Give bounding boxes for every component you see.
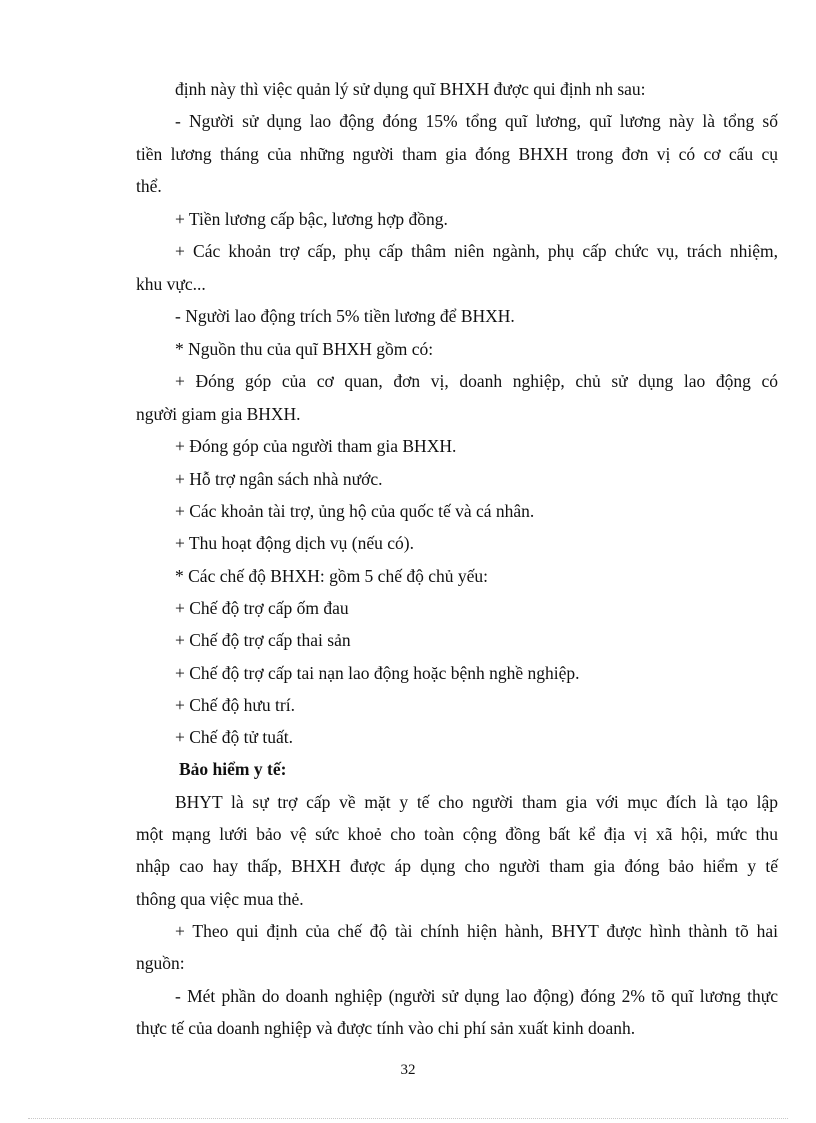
text-line: + Chế độ trợ cấp ốm đau [175, 598, 349, 618]
text-line: + Thu hoạt động dịch vụ (nếu có). [175, 533, 414, 553]
text-line: + Hỗ trợ ngân sách nhà nước. [175, 469, 383, 489]
text-line: khu vực... [136, 274, 206, 294]
text-line: + Các khoản tài trợ, ủng hộ của quốc tế và cá nhân. [175, 501, 535, 521]
text-line: - Người sử dụng lao động đóng 15% tổng quĩ lương, quĩ lương này là tổng số [175, 111, 778, 131]
text-line: + Đóng góp của người tham gia BHXH. [175, 436, 457, 456]
text-line: + Chế độ trợ cấp thai sản [175, 630, 351, 650]
section-heading: Bảo hiểm y tế: [179, 759, 287, 779]
text-line: + Theo qui định của chế độ tài chính hiện hành, BHYT được hình thành tõ hai [175, 921, 778, 941]
text-line: * Các chế độ BHXH: gồm 5 chế độ chủ yếu: [175, 566, 488, 586]
text-line: thể. [136, 176, 162, 196]
text-line: thực tế của doanh nghiệp và được tính vào chi phí sản xuất kinh doanh. [136, 1018, 636, 1038]
text-line: + Chế độ hưu trí. [175, 695, 295, 715]
page-number: 32 [400, 1062, 416, 1078]
text-line: một mạng lưới bảo vệ sức khoẻ cho toàn cộng đồng bất kể địa vị xã hội, mức thu [136, 824, 778, 844]
text-line: + Đóng góp của cơ quan, đơn vị, doanh nghiệp, chủ sử dụng lao động có [175, 371, 778, 391]
text-line: * Nguồn thu của quĩ BHXH gồm có: [175, 339, 434, 359]
text-line: nhập cao hay thấp, BHXH được áp dụng cho người tham gia đóng bảo hiểm y tế [136, 856, 778, 876]
text-line: người giam gia BHXH. [136, 404, 301, 424]
text-line: - Người lao động trích 5% tiền lương để BHXH. [175, 306, 515, 326]
text-line: nguồn: [136, 953, 185, 973]
text-line: + Chế độ trợ cấp tai nạn lao động hoặc bệnh nghề nghiệp. [175, 663, 580, 683]
text-line: - Mét phần do doanh nghiệp (người sử dụng lao động) đóng 2% tõ quĩ lương thực [175, 986, 778, 1006]
text-line: + Các khoản trợ cấp, phụ cấp thâm niên ngành, phụ cấp chức vụ, trách nhiệm, [175, 241, 778, 261]
text-line: + Chế độ tử tuất. [175, 727, 294, 747]
text-line: tiền lương tháng của những người tham gia đóng BHXH trong đơn vị có cơ cấu cụ [136, 144, 778, 164]
text-line: định này thì việc quản lý sử dụng quĩ BHXH được qui định nh sau: [175, 79, 646, 99]
text-line: thông qua việc mua thẻ. [136, 889, 304, 909]
text-line: BHYT là sự trợ cấp về mặt y tế cho người tham gia với mục đích là tạo lập [175, 792, 778, 812]
text-line: + Tiền lương cấp bậc, lương hợp đồng. [175, 209, 448, 229]
footer-divider [28, 1118, 788, 1119]
